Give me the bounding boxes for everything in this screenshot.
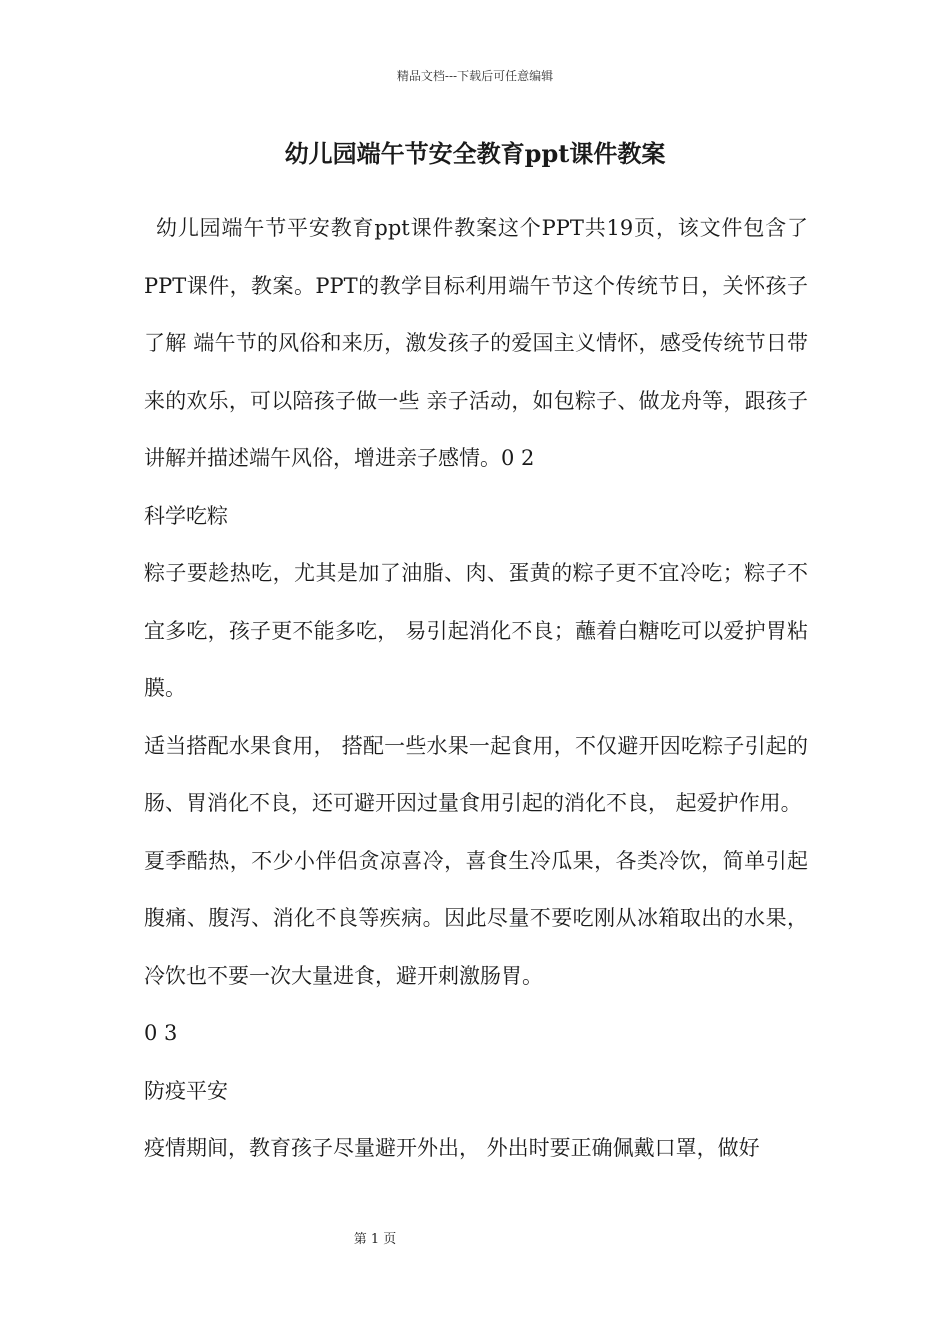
header-note: 精品文档---下载后可任意编辑 [396, 69, 554, 83]
document-title: 幼儿园端午节安全教育ppt课件教案 [284, 139, 666, 168]
section-number-03: 0 3 [144, 1021, 178, 1045]
paragraph-intro: 幼儿园端午节平安教育ppt课件教案这个PPT共19页，该文件包含了PPT课件，教案。PPT的教学目标利用端午节这个传统节日，关怀孩子了解 端午节的风俗和来历，激发孩子的爱国主义情怀，感受传统节日带来的欢乐，可以陪孩子做一些 亲子活动，如包粽子、做龙舟等，跟孩子讲解并描述端午风俗，增进亲子感情。0 2 [144, 216, 808, 470]
paragraph-summer-cold-food: 夏季酷热，不少小伴侣贪凉喜冷，喜食生冷瓜果，各类冷饮，简单引起腹痛、腹泻、消化不良等疾病。因此尽量不要吃刚从冰箱取出的水果， 冷饮也不要一次大量进食，避开刺激肠胃。 [144, 848, 815, 988]
paragraph-fruit-pairing: 适当搭配水果食用， 搭配一些水果一起食用，不仅避开因吃粽子引起的肠、胃消化不良，还可避开因过量食用引起的消化不良， 起爱护作用。 [144, 733, 808, 815]
section-heading-epidemic-safety: 防疫平安 [144, 1078, 228, 1103]
paragraph-epidemic: 疫情期间，教育孩子尽量避开外出， 外出时要正确佩戴口罩，做好 [144, 1136, 760, 1160]
page-number: 第 1 页 [353, 1232, 397, 1247]
section-heading-eating-zongzi: 科学吃粽 [144, 503, 228, 528]
paragraph-eat-warm: 粽子要趁热吃，尤其是加了油脂、肉、蛋黄的粽子更不宜冷吃；粽子不宜多吃，孩子更不能多吃， 易引起消化不良；蘸着白糖吃可以爱护胃粘膜。 [144, 561, 808, 700]
document-body [144, 200, 815, 1178]
